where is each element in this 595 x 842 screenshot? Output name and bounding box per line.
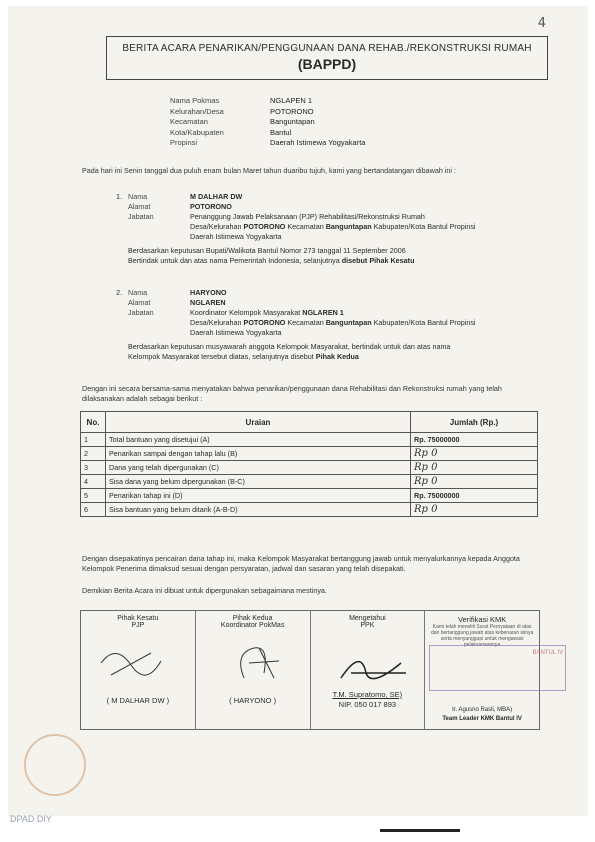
cell-no: 2 — [81, 447, 106, 461]
party-job-province: Daerah Istimewa Yogyakarta — [190, 232, 282, 241]
closing-paragraph: Dengan disepakatinya pencairan dana tahap ini, maka Kelompok Masyarakat bertanggung jawab untuk menyalurkannya kepada Anggota Kelompok Penerima dimaksud sesuai dengan persyaratan, jadwal dan sasaran yang telah disepakati. — [82, 554, 520, 573]
sig-role: Team Leader KMK Bantul IV — [442, 716, 522, 722]
cell-desc: Sisa bantuan yang belum ditarik (A-B-D) — [106, 503, 411, 517]
party-job-province: Daerah Istimewa Yogyakarta — [190, 328, 282, 337]
info-row — [170, 96, 365, 107]
signature-scribble-icon — [91, 633, 191, 693]
party-label: Jabatan — [128, 212, 154, 221]
corner-mark: 4 — [537, 16, 546, 31]
cell-amount: Rp. 75000000 — [411, 489, 538, 503]
party-number: 2. — [116, 288, 122, 297]
cell-amount: Rp 0 — [411, 461, 538, 475]
bottom-bar — [380, 829, 460, 832]
info-row — [170, 107, 365, 118]
cell-amount: Rp. 75000000 — [411, 433, 538, 447]
sig-name: ( M DALHAR DW ) — [106, 696, 170, 705]
info-row — [170, 117, 365, 128]
party-basis: Berdasarkan keputusan musyawarah anggota Kelompok Masyarakat, bertindak untuk dan atas nama — [128, 342, 451, 351]
signature-block — [80, 610, 564, 730]
sig-name: T.M. Supratomo, SE) — [332, 690, 403, 699]
sig-title: Verifikasi KMK — [457, 615, 507, 624]
table-row — [81, 489, 538, 503]
party-label: Nama — [128, 288, 148, 297]
info-label: Propinsi — [170, 138, 198, 147]
cell-desc: Sisa dana yang belum dipergunakan (B-C) — [106, 475, 411, 489]
party-name: HARYONO — [190, 288, 227, 297]
sig-subtitle: Koordinator PokMas — [220, 622, 285, 629]
cell-amount: Rp 0 — [411, 475, 538, 489]
stamp-text: BANTUL IV — [532, 650, 564, 656]
info-value: Banguntapan — [270, 117, 315, 126]
cell-desc: Total bantuan yang disetujui (A) — [106, 433, 411, 447]
info-value: Daerah Istimewa Yogyakarta — [270, 138, 366, 147]
cell-no: 4 — [81, 475, 106, 489]
cell-desc: Penarikan tahap ini (D) — [106, 489, 411, 503]
col-header-no: No. — [81, 412, 106, 433]
party-basis-cont: Kelompok Masyarakat tersebut diatas, selanjutnya disebut Pihak Kedua — [128, 352, 359, 361]
party-2 — [116, 288, 550, 362]
cell-amount: Rp 0 — [411, 503, 538, 517]
col-header-desc: Uraian — [106, 412, 411, 433]
info-row — [170, 138, 365, 149]
watermark: DPAD DIY — [10, 814, 52, 824]
table-header-row — [81, 412, 538, 433]
party-name: M DALHAR DW — [190, 192, 243, 201]
sig-subtitle: PJP — [131, 622, 145, 629]
party-job: Koordinator Kelompok Masyarakat NGLAREN 1 — [190, 308, 344, 317]
official-stamp — [429, 645, 566, 691]
cell-no: 3 — [81, 461, 106, 475]
seal-stamp-icon — [24, 734, 86, 796]
info-label: Nama Pokmas — [170, 96, 220, 105]
sig-title: Mengetahui — [349, 615, 386, 622]
table-row — [81, 433, 538, 447]
title-line1: BERITA ACARA PENARIKAN/PENGGUNAAN DANA REHAB./REKONSTRUKSI RUMAH — [122, 43, 532, 54]
info-row — [170, 128, 365, 139]
info-value: POTORONO — [270, 106, 314, 116]
statement-paragraph: Dengan ini secara bersama-sama menyatakan bahwa penarikan/penggunaan dana Rehabilitasi dan Rekonstruksi rumah yang telah dilaksanakan adalah sebagai berikut : — [82, 384, 502, 403]
sig-title: Pihak Kedua — [232, 615, 273, 622]
table-row — [81, 503, 538, 517]
cell-no: 6 — [81, 503, 106, 517]
intro-paragraph: Pada hari ini Senin tanggal dua puluh enam bulan Maret tahun duaribu tujuh, kami yang bertandatangan dibawah ini : — [82, 166, 457, 175]
party-acts: Bertindak untuk dan atas nama Pemerintah Indonesia, selanjutnya disebut Pihak Kesatu — [128, 256, 415, 265]
title-line2: (BAPPD) — [297, 56, 357, 72]
closing-sentence: Demikian Berita Acara ini dibuat untuk dipergunakan sebagaimana mestinya. — [82, 586, 327, 595]
party-label: Alamat — [128, 202, 151, 211]
party-label: Jabatan — [128, 308, 154, 317]
signature-ppk — [311, 611, 426, 729]
party-basis: Berdasarkan keputusan Bupati/Walikota Bantul Nomor 273 tanggal 11 September 2006 — [128, 246, 406, 255]
document-page — [8, 6, 588, 816]
info-label: Kelurahan/Desa — [170, 106, 224, 116]
cell-desc: Dana yang telah dipergunakan (C) — [106, 461, 411, 475]
signature-scribble-icon — [224, 633, 304, 693]
sig-verification-text: Kami telah meneliti Surat Pernyataan di atas dan bertanggung jawab atas kebenaran isinya serta menyanggupi untuk mengawasi pelaksanaannya — [430, 624, 534, 648]
sig-subtitle: PPK — [360, 622, 375, 629]
table-row — [81, 461, 538, 475]
cell-amount: Rp 0 — [411, 447, 538, 461]
party-job: Penanggung Jawab Pelaksanaan (PJP) Rehabilitasi/Rekonstruksi Rumah — [190, 212, 425, 221]
title-box — [106, 36, 548, 80]
party-address: POTORONO — [190, 202, 232, 211]
signature-kmk — [425, 611, 564, 729]
party-job-location: Desa/Kelurahan POTORONO Kecamatan Banguntapan Kabupaten/Kota Bantul Propinsi — [190, 222, 476, 231]
info-value: NGLAPEN 1 — [270, 96, 313, 105]
party-address: NGLAREN — [190, 298, 226, 307]
signature-pihak-kedua — [196, 611, 311, 729]
cell-no: 5 — [81, 489, 106, 503]
table-row — [81, 447, 538, 461]
pokmas-info — [170, 96, 365, 149]
party-1 — [116, 192, 550, 266]
sig-title: Pihak Kesatu — [117, 615, 159, 622]
info-label: Kecamatan — [170, 117, 208, 126]
info-value: Bantul — [270, 127, 292, 137]
cell-desc: Penarikan sampai dengan tahap lalu (B) — [106, 447, 411, 461]
info-label: Kota/Kabupaten — [170, 127, 224, 137]
cell-no: 1 — [81, 433, 106, 447]
party-label: Nama — [128, 192, 148, 201]
col-header-amount: Jumlah (Rp.) — [411, 412, 538, 433]
sig-name: ( HARYONO ) — [229, 696, 277, 705]
signature-scribble-icon — [331, 643, 421, 693]
signature-pihak-kesatu — [81, 611, 196, 729]
table-row — [81, 475, 538, 489]
sig-name: Ir. Agusno Rasli, MBA) — [452, 707, 513, 713]
fund-table — [80, 411, 538, 517]
sig-nip: NIP. 050 017 893 — [338, 700, 397, 709]
party-number: 1. — [116, 192, 122, 201]
party-label: Alamat — [128, 298, 151, 307]
party-job-location: Desa/Kelurahan POTORONO Kecamatan Banguntapan Kabupaten/Kota Bantul Propinsi — [190, 318, 476, 327]
